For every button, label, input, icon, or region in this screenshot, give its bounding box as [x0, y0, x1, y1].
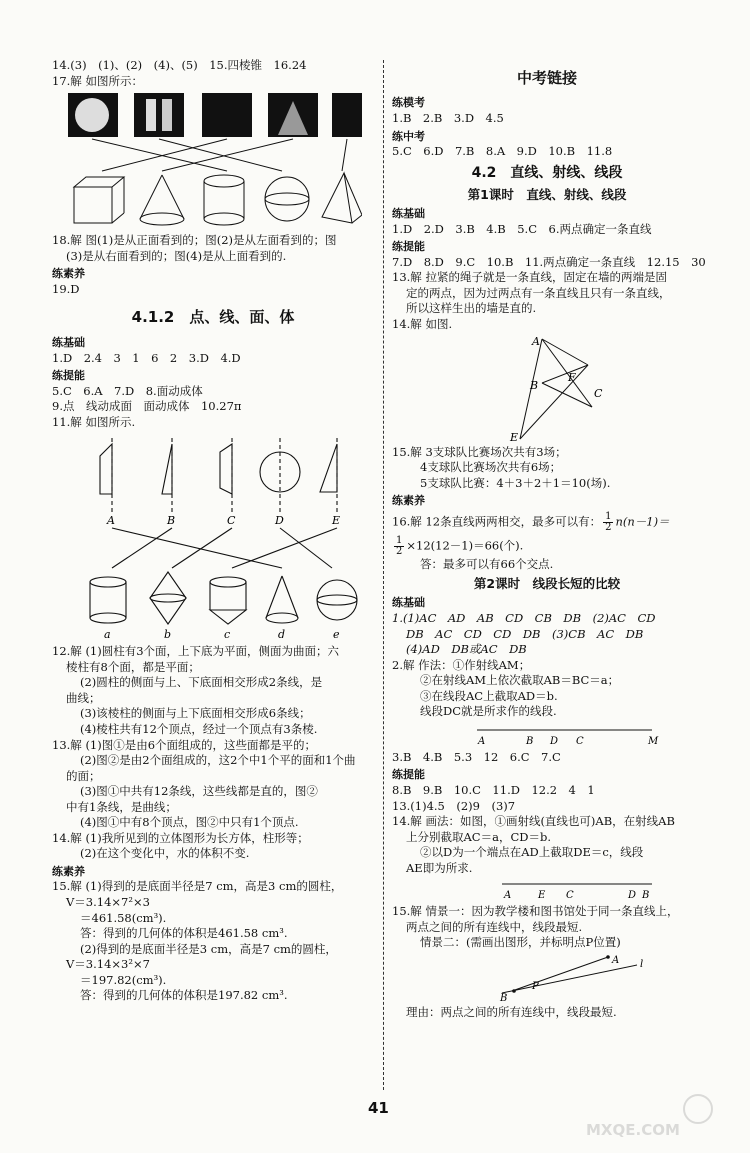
fig-label-top: C [227, 514, 236, 528]
answer-line: 两点之间的所有连线中，线段最短. [406, 919, 583, 934]
point-label: l [640, 958, 644, 970]
lesson-1-title: 第1课时 直线、射线、线段 [467, 186, 627, 202]
answer-line: 所以这样生出的墙是直的. [406, 301, 537, 316]
answer-line: 情景二：(需画出图形，并标明点P位置) [420, 935, 621, 950]
section-label: 练素养 [52, 267, 85, 281]
fig-label-top: D [275, 514, 284, 528]
fig-label-bottom: d [278, 628, 286, 642]
section-label: 练提能 [392, 768, 425, 782]
fig-label-bottom: b [164, 628, 172, 642]
photo-cups [134, 93, 184, 137]
point-label: B [526, 735, 534, 747]
fraction-denominator: 2 [396, 545, 403, 557]
figure-15-shortest-path [392, 953, 692, 1003]
answer-text: n(n－1)＝ [615, 514, 670, 529]
point-label: D [628, 890, 637, 902]
point-label: B [642, 890, 650, 902]
point-label: D [550, 735, 559, 747]
answer-line: ②以D为一个端点在AD上截取DE＝c，线段 [420, 845, 644, 860]
answer-line: 14.(3) (1)、(2) (4)、(5) 15.四棱锥 16.24 [52, 58, 307, 72]
column-divider [383, 60, 384, 1090]
answer-line: (4)棱柱共有12个顶点，经过一个顶点有3条棱. [80, 722, 318, 736]
right-column [392, 58, 706, 1020]
answer-line: ③在线段AC上截取AD＝b. [420, 688, 558, 703]
section-title-4-1-2: 4.1.2 点、线、面、体 [131, 308, 295, 327]
answer-line: V＝3.14×3²×7 [66, 957, 150, 972]
answer-line: 7.D 8.D 9.C 10.B 11.两点确定一条直线 12.15 30 [392, 254, 706, 269]
answer-line: 理由：两点之间的所有连线中，线段最短. [406, 1004, 617, 1019]
point-label: M [648, 735, 659, 747]
answer-line: 1.(1)AC AD AB CD CB DB (2)AC CD [392, 611, 656, 626]
point-label: C [594, 386, 603, 400]
figure-17-views-matching [52, 91, 362, 231]
answer-line: (2)圆柱的侧面与上、下底面相交形成2条线，是 [80, 675, 323, 690]
point-label: E [538, 890, 546, 902]
section-label: 练基础 [392, 596, 425, 610]
photo-building [332, 93, 362, 137]
fraction-denominator: 2 [605, 521, 612, 533]
answer-line: 答：最多可以有66个交点. [420, 556, 554, 571]
answer-line: 12.解 (1)圆柱有3个面，上下底为平面，侧面为曲面；六 [52, 644, 340, 659]
fraction [603, 512, 613, 533]
page-number: 41 [368, 1099, 389, 1117]
answer-line: 1.D 2.4 3 1 6 2 3.D 4.D [52, 350, 241, 365]
answer-line: 5.C 6.A 7.D 8.面动成体 [52, 383, 203, 398]
answer-line: V＝3.14×7²×3 [66, 895, 150, 909]
answer-line: 14.解 (1)我所见到的立体图形为长方体，柱形等； [52, 830, 309, 845]
point-label: A [612, 954, 620, 966]
section-label: 练基础 [52, 335, 85, 349]
answer-line: 的面； [66, 768, 101, 783]
answer-line: 13.解 (1)图①是由6个面组成的，这些面都是平的； [52, 737, 317, 752]
answer-line: 5.C 6.D 7.B 8.A 9.D 10.B 11.8 [392, 144, 613, 159]
fig-label-bottom: c [224, 628, 231, 642]
answer-line: (2)图②是由2个面组成的，这2个中1个平的面和1个曲 [80, 753, 356, 768]
figure-2-ray [392, 722, 692, 748]
point-label: E [510, 430, 519, 443]
answer-line: (2)在这个变化中，水的体积不变. [80, 846, 250, 861]
answer-line: 17.解 如图所示： [52, 73, 143, 88]
answer-line: 4支球队比赛场次共有6场； [420, 460, 562, 475]
point-label: B [500, 992, 508, 1003]
answer-line: 19.D [52, 281, 80, 296]
answer-line: 中有1条线，是曲线； [66, 799, 177, 814]
answer-line: ②在射线AM上依次截取AB＝BC＝a； [420, 673, 620, 688]
left-column [52, 58, 374, 1004]
answer-line: 曲线； [66, 690, 101, 705]
photo-dark-object [202, 93, 252, 137]
fraction [394, 536, 404, 557]
section-label: 练模考 [392, 96, 425, 110]
answer-line: 定的两点，因为过两点有一条直线且只有一条直线， [406, 285, 671, 300]
point-label: B [530, 378, 539, 392]
answer-line [392, 536, 702, 557]
answer-line: 2.解 作法：①作射线AM； [392, 657, 531, 672]
answer-line: 线段DC就是所求作的线段. [420, 704, 557, 719]
fig-label-bottom: e [333, 628, 340, 642]
answer-line: (3)是从右面看到的；图(4)是从上面看到的. [66, 248, 287, 263]
fig-label-bottom: a [104, 628, 111, 642]
fraction-numerator: 1 [605, 510, 612, 522]
answer-line: 1.D 2.D 3.B 4.B 5.C 6.两点确定一条直线 [392, 221, 652, 236]
figure-14-segment [392, 878, 692, 902]
answer-line: 8.B 9.B 10.C 11.D 12.2 4 1 [392, 783, 595, 798]
section-label: 练素养 [52, 864, 85, 878]
answer-line: 15.解 (1)得到的是底面半径是7 cm，高是3 cm的圆柱， [52, 879, 343, 894]
svg-text:MXQE.COM: MXQE.COM [586, 1121, 680, 1139]
answer-line: 棱柱有8个面，都是平面； [66, 659, 200, 674]
answer-line: (3)图①中共有12条线，这些线都是直的，图② [80, 784, 318, 799]
answer-line: (3)该棱柱的侧面与上下底面相交形成6条线； [80, 706, 311, 721]
lesson-2-title: 第2课时 线段长短的比较 [473, 576, 621, 592]
answer-line: DB AC CD CD DB (3)CB AC DB [406, 626, 644, 641]
answer-line: AE即为所求. [406, 860, 473, 875]
answer-line: 3.B 4.B 5.3 12 6.C 7.C [392, 749, 561, 764]
fraction-numerator: 1 [396, 534, 403, 546]
answer-line: (2)得到的是底面半径是3 cm，高是7 cm的圆柱， [80, 941, 337, 956]
point-label: A [478, 735, 486, 747]
answer-line: 18.解 图(1)是从正面看到的；图(2)是从左面看到的；图 [52, 233, 337, 248]
point-label: P [532, 980, 539, 992]
answer-line: 上分别截取AC＝a，CD＝b. [406, 829, 551, 844]
section-title-4-2: 4.2 直线、射线、线段 [471, 164, 623, 181]
point-label: F [568, 370, 576, 384]
answer-line: 15.解 情景一：因为教学楼和图书馆处于同一条直线上， [392, 904, 679, 919]
answer-line: 14.解 如图. [392, 317, 453, 331]
answer-line: 1.B 2.B 3.D 4.5 [392, 111, 504, 126]
answer-line: 14.解 画法：如图，①画射线(直线也可)AB，在射线AB [392, 814, 675, 829]
answer-line: ＝461.58(cm³). [80, 910, 167, 925]
answer-line: 5支球队比赛：4＋3＋2＋1＝10(场). [420, 475, 611, 490]
answer-line [392, 512, 702, 533]
watermark-logo [580, 1091, 730, 1141]
section-label: 练基础 [392, 206, 425, 220]
section-label: 练提能 [392, 240, 425, 254]
point-label: A [532, 334, 540, 348]
point-label: C [576, 735, 584, 747]
answer-line: 13.解 拉紧的绳子就是一条直线，固定在墙的两端是固 [392, 270, 667, 285]
answer-line: 11.解 如图所示. [52, 414, 136, 429]
answer-text: 16.解 12条直线两两相交，最多可以有： [392, 514, 602, 529]
answer-text: ×12(12－1)＝66(个). [406, 538, 524, 553]
answer-line: (4)图①中有8个顶点，图②中只有1个顶点. [80, 815, 299, 830]
answer-line: 15.解 3支球队比赛场次共有3场； [392, 444, 567, 459]
section-label: 练提能 [52, 369, 85, 383]
fig-label-top: A [107, 514, 115, 528]
section-title-exam-link: 中考链接 [516, 69, 577, 87]
figure-11-rotation-solids [52, 432, 362, 642]
answer-line: 13.(1)4.5 (2)9 (3)7 [392, 798, 516, 813]
fig-label-top: E [332, 514, 341, 528]
point-label: C [566, 890, 574, 902]
answer-line: 答：得到的几何体的体积是197.82 cm³. [80, 988, 288, 1003]
section-label: 练中考 [392, 129, 425, 143]
figure-14-lines [392, 335, 692, 443]
answer-line: 9.点 线动成面 面动成体 10.27π [52, 399, 242, 414]
fig-label-top: B [167, 514, 176, 528]
section-label: 练素养 [392, 494, 425, 508]
answer-line: 答：得到的几何体的体积是461.58 cm³. [80, 926, 288, 941]
answer-line: ＝197.82(cm³). [80, 972, 167, 987]
answer-line: (4)AD DB或AC DB [406, 642, 527, 657]
point-label: A [504, 890, 512, 902]
